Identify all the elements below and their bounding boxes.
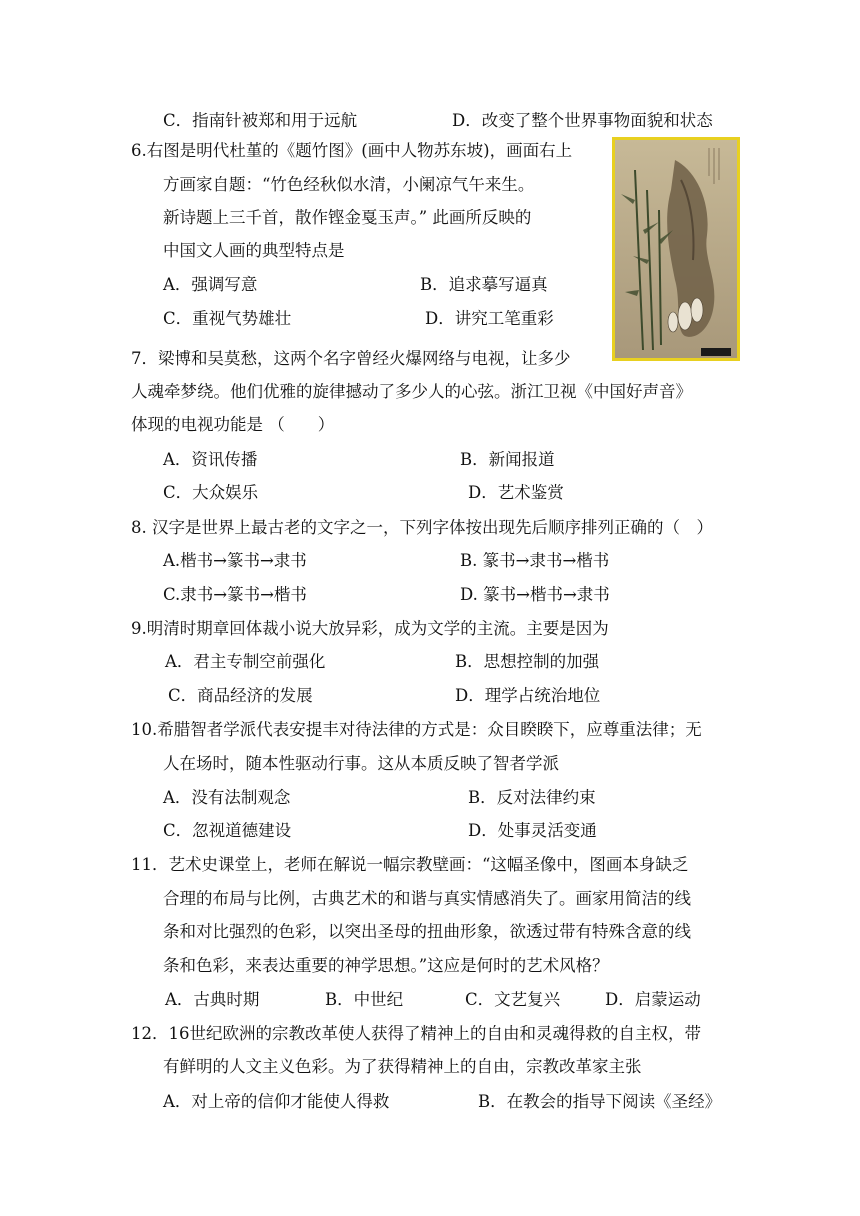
q6-stem-line-1: 6.右图是明代杜堇的《题竹图》(画中人物苏东坡)，画面右上: [131, 141, 573, 160]
q11-option-a: A．古典时期: [165, 990, 260, 1009]
q6-option-d: D．讲究工笔重彩: [425, 309, 554, 328]
q10-stem-line-1: 10.希腊智者学派代表安提丰对待法律的方式是：众目睽睽下，应尊重法律；无: [131, 720, 702, 739]
q8-option-d: D. 篆书→楷书→隶书: [460, 585, 610, 604]
q12-option-a: A．对上帝的信仰才能使人得救: [163, 1092, 390, 1111]
q11-option-d: D．启蒙运动: [605, 990, 701, 1009]
q7-option-d: D．艺术鉴赏: [468, 483, 564, 502]
q7-option-a: A．资讯传播: [163, 450, 258, 469]
q9-option-d: D．理学占统治地位: [455, 686, 601, 705]
q6-stem-line-3: 新诗题上三千首，散作铿金戛玉声。” 此画所反映的: [163, 208, 532, 227]
q9-option-b: B．思想控制的加强: [455, 652, 600, 671]
ink-painting-bamboo-scholar-icon: [615, 140, 737, 358]
q11-stem-line-4: 条和色彩，来表达重要的神学思想。”这应是何时的艺术风格？: [163, 956, 609, 975]
q12-option-b: B．在教会的指导下阅读《圣经》: [478, 1092, 722, 1111]
q5-option-c: C．指南针被郑和用于远航: [163, 111, 358, 130]
q11-option-c: C．文艺复兴: [465, 990, 561, 1009]
q7-option-b: B．新闻报道: [460, 450, 555, 469]
q10-option-d: D．处事灵活变通: [468, 821, 597, 840]
q8-stem: 8. 汉字是世界上最古老的文字之一，下列字体按出现先后顺序排列正确的（ ）: [131, 518, 713, 537]
q7-option-c: C．大众娱乐: [163, 483, 259, 502]
q10-option-c: C．忽视道德建设: [163, 821, 292, 840]
q6-stem-line-4: 中国文人画的典型特点是: [163, 241, 345, 260]
q6-option-a: A．强调写意: [163, 275, 258, 294]
q10-option-b: B．反对法律约束: [468, 788, 596, 807]
q8-option-b: B. 篆书→隶书→楷书: [460, 551, 610, 570]
q6-stem-line-2: 方画家自题：“竹色经秋似水清，小阑凉气午来生。: [163, 175, 535, 194]
q12-stem-line-1: 12．16世纪欧洲的宗教改革使人获得了精神上的自由和灵魂得救的自主权，带: [131, 1024, 701, 1043]
q6-option-c: C．重视气势雄壮: [163, 309, 292, 328]
q8-option-c: C.隶书→篆书→楷书: [163, 585, 307, 604]
q10-option-a: A．没有法制观念: [163, 788, 291, 807]
q11-stem-line-2: 合理的布局与比例，古典艺术的和谐与真实情感消失了。画家用简洁的线: [163, 889, 691, 908]
q7-stem-line-1: 7．梁博和吴莫愁，这两个名字曾经火爆网络与电视，让多少: [131, 349, 571, 368]
bamboo-painting-image: [612, 137, 740, 361]
q11-stem-line-3: 条和对比强烈的色彩，以突出圣母的扭曲形象，欲透过带有特殊含意的线: [163, 922, 691, 941]
q5-option-d: D．改变了整个世界事物面貌和状态: [452, 111, 713, 130]
q9-option-a: A．君主专制空前强化: [165, 652, 326, 671]
q11-option-b: B．中世纪: [325, 990, 404, 1009]
q6-option-b: B．追求摹写逼真: [420, 275, 548, 294]
q9-stem: 9.明清时期章回体裁小说大放异彩，成为文学的主流。主要是因为: [131, 619, 609, 638]
q7-stem-line-3: 体现的电视功能是 （ ）: [131, 415, 335, 434]
q12-stem-line-2: 有鲜明的人文主义色彩。为了获得精神上的自由，宗教改革家主张: [163, 1057, 642, 1076]
q7-stem-line-2: 人魂牵梦绕。他们优雅的旋律撼动了多少人的心弦。浙江卫视《中国好声音》: [131, 382, 692, 401]
q10-stem-line-2: 人在场时，随本性驱动行事。这从本质反映了智者学派: [163, 754, 559, 773]
q8-option-a: A.楷书→篆书→隶书: [163, 551, 307, 570]
q9-option-c: C．商品经济的发展: [168, 686, 313, 705]
q11-stem-line-1: 11．艺术史课堂上，老师在解说一幅宗教壁画：“这幅圣像中，图画本身缺乏: [131, 855, 689, 874]
